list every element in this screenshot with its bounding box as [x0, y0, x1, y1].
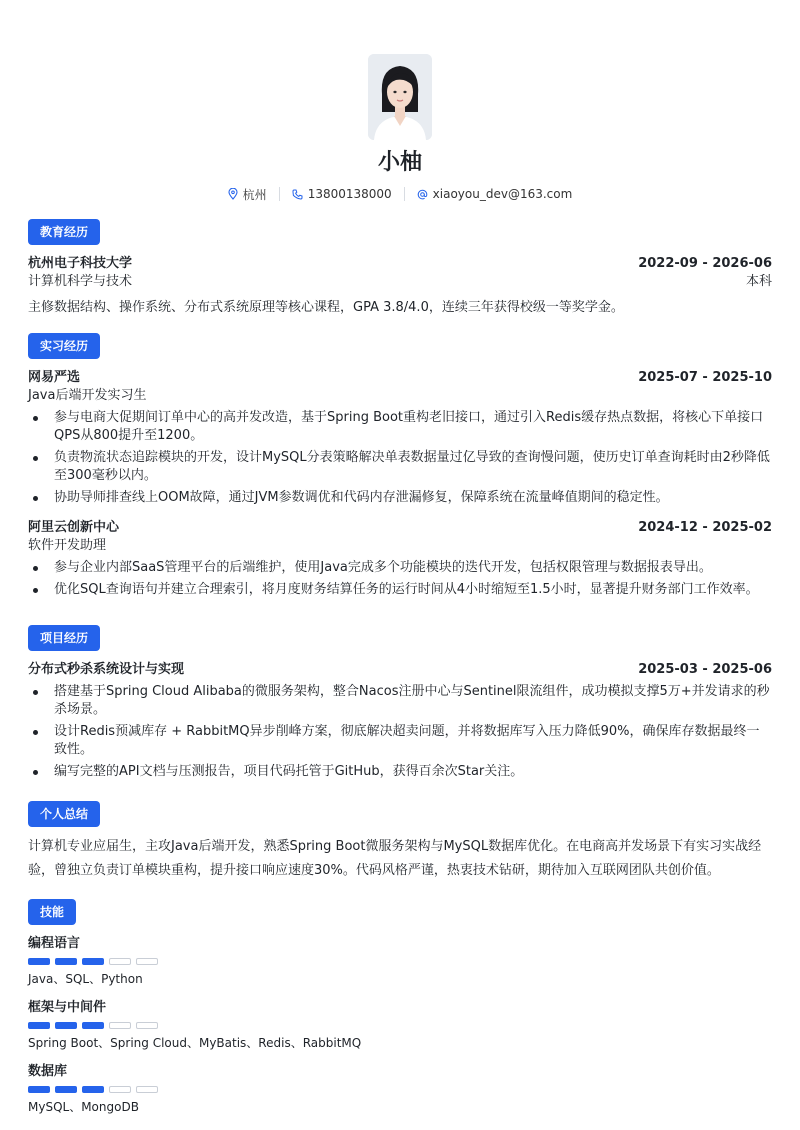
skill-level-bar	[28, 958, 772, 965]
job-role-row	[28, 537, 772, 555]
skill-group-title: 编程语言	[28, 936, 81, 951]
level-segment-filled	[82, 1022, 104, 1029]
projects-section	[28, 625, 772, 781]
level-segment-filled	[28, 1086, 50, 1093]
job-role: Java后端开发实习生	[28, 388, 147, 403]
education-row	[28, 255, 772, 273]
list-item: 协助导师排查线上OOM故障，通过JVM参数调优和代码内存泄漏修复，保障系统在流量峰值期间的稳定性。	[28, 489, 772, 507]
skills-heading: 技能	[28, 899, 76, 925]
company-name: 网易严选	[28, 370, 81, 385]
job-bullets	[28, 559, 772, 599]
summary-section	[28, 801, 772, 883]
skill-group	[28, 935, 772, 987]
education-description: 主修数据结构、操作系统、分布式系统原理等核心课程，GPA 3.8/4.0，连续三年获得校级一等奖学金。	[28, 300, 624, 315]
level-segment-empty	[136, 1022, 158, 1029]
summary-text: 计算机专业应届生，主攻Java后端开发，熟悉Spring Boot微服务架构与MySQL数据库优化。在电商高并发场景下有实习实战经验，曾独立负责订单模块重构，提升接口响应速度30%。代码风格严谨，热衷技术钻研，期待加入互联网团队共创价值。	[28, 839, 762, 878]
level-segment-empty	[109, 958, 131, 965]
level-segment-filled	[82, 958, 104, 965]
location-icon	[228, 188, 238, 200]
contact-divider	[404, 187, 405, 201]
project-bullets	[28, 683, 772, 781]
skill-level-bar	[28, 1086, 772, 1093]
skill-group	[28, 1063, 772, 1115]
job-period: 2024-12 - 2025-02	[638, 520, 772, 535]
level-segment-filled	[82, 1086, 104, 1093]
education-heading: 教育经历	[28, 219, 100, 245]
phone-icon	[292, 189, 303, 200]
summary-heading: 个人总结	[28, 801, 100, 827]
list-item: 搭建基于Spring Cloud Alibaba的微服务架构，整合Nacos注册中心与Sentinel限流组件，成功模拟支撑5万+并发请求的秒杀场景。	[28, 683, 772, 719]
skill-groups	[28, 935, 772, 1115]
job-header-row	[28, 519, 772, 537]
company-name: 阿里云创新中心	[28, 520, 120, 535]
level-segment-empty	[109, 1022, 131, 1029]
list-item: 编写完整的API文档与压测报告，项目代码托管于GitHub，获得百余次Star关注。	[28, 763, 772, 781]
skill-level-bar	[28, 1022, 772, 1029]
contact-bar	[0, 186, 800, 202]
avatar-illustration	[368, 54, 432, 140]
level-segment-empty	[136, 958, 158, 965]
skill-items: MySQL、MongoDB	[28, 1100, 139, 1114]
project-period: 2025-03 - 2025-06	[638, 662, 772, 677]
list-item: 参与企业内部SaaS管理平台的后端维护，使用Java完成多个功能模块的迭代开发，包括权限管理与数据报表导出。	[28, 559, 772, 577]
contact-divider	[279, 187, 280, 201]
email-text[interactable]: xiaoyou_dev@163.com	[432, 187, 573, 201]
education-sub-row	[28, 273, 772, 291]
skills-section	[28, 899, 772, 1115]
projects-heading: 项目经历	[28, 625, 100, 651]
internship-heading: 实习经历	[28, 333, 100, 359]
email-icon	[417, 189, 428, 200]
job-role-row	[28, 387, 772, 405]
project-name: 分布式秒杀系统设计与实现	[28, 662, 185, 677]
internship-section	[28, 333, 772, 599]
contact-city	[228, 186, 267, 203]
level-segment-empty	[136, 1086, 158, 1093]
level-segment-filled	[55, 1086, 77, 1093]
job-header-row	[28, 369, 772, 387]
list-item: 优化SQL查询语句并建立合理索引，将月度财务结算任务的运行时间从4小时缩短至1.5小时，显著提升财务部门工作效率。	[28, 581, 772, 599]
contact-phone	[292, 187, 392, 201]
city-text: 杭州	[242, 187, 267, 202]
contact-email	[417, 187, 573, 201]
candidate-name: 小柚	[377, 150, 422, 175]
project-header-row	[28, 661, 772, 679]
level-segment-filled	[55, 958, 77, 965]
degree-level: 本科	[745, 274, 772, 289]
level-segment-filled	[28, 958, 50, 965]
resume-header	[0, 54, 800, 202]
skill-group-title: 框架与中间件	[28, 1000, 107, 1015]
level-segment-empty	[109, 1086, 131, 1093]
education-section	[28, 219, 772, 317]
skill-items: Spring Boot、Spring Cloud、MyBatis、Redis、RabbitMQ	[28, 1036, 362, 1050]
education-period: 2022-09 - 2026-06	[638, 256, 772, 271]
list-item: 负责物流状态追踪模块的开发，设计MySQL分表策略解决单表数据量过亿导致的查询慢问题，使历史订单查询耗时由2秒降低至300毫秒以内。	[28, 449, 772, 485]
skill-items: Java、SQL、Python	[28, 972, 143, 986]
school-name: 杭州电子科技大学	[28, 256, 133, 271]
major-name: 计算机科学与技术	[28, 274, 133, 289]
level-segment-filled	[55, 1022, 77, 1029]
skill-group	[28, 999, 772, 1051]
job-period: 2025-07 - 2025-10	[638, 370, 772, 385]
job-role: 软件开发助理	[28, 538, 107, 553]
phone-text[interactable]: 13800138000	[307, 187, 392, 201]
job-bullets	[28, 409, 772, 507]
level-segment-filled	[28, 1022, 50, 1029]
skill-group-title: 数据库	[28, 1064, 68, 1079]
list-item: 参与电商大促期间订单中心的高并发改造，基于Spring Boot重构老旧接口，通过引入Redis缓存热点数据，将核心下单接口QPS从800提升至1200。	[28, 409, 772, 445]
list-item: 设计Redis预减库存 + RabbitMQ异步削峰方案，彻底解决超卖问题，并将数据库写入压力降低90%，确保库存数据最终一致性。	[28, 723, 772, 759]
avatar-photo	[368, 54, 432, 140]
